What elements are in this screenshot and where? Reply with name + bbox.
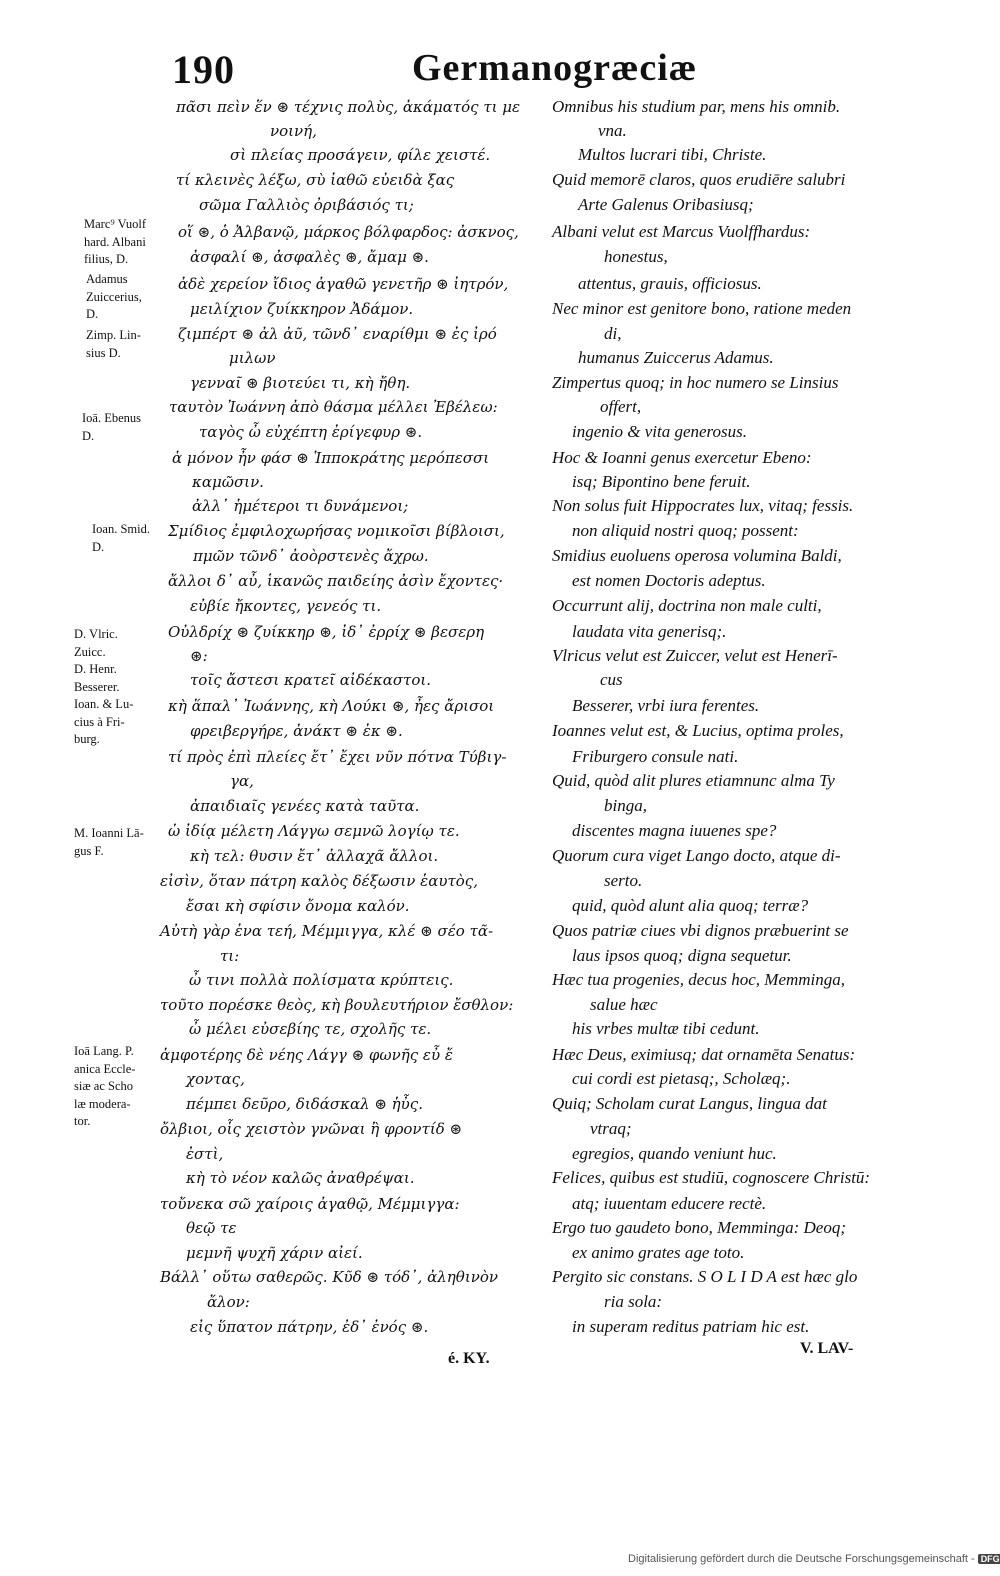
greek-verse-line: Οὐλδρίχ ⊛ ζυίκκηρ ⊛, ἰδ᾽ ἐρρίχ ⊛ βεσερη: [168, 623, 485, 641]
latin-verse-line: his vrbes multæ tibi cedunt.: [572, 1019, 760, 1038]
greek-verse-line: μιλων: [229, 349, 276, 367]
greek-verse-line: Σμίδιος ἐμφιλοχωρήσας νομικοῖσι βίβλοισι,: [168, 522, 505, 540]
latin-verse-line: Nec minor est genitore bono, ratione meden: [552, 299, 852, 318]
latin-verse-line: Quiq; Scholam curat Langus, lingua dat: [552, 1094, 827, 1113]
margin-note-line: Adamus: [86, 272, 128, 286]
margin-note-line: M. Ioanni Lā-: [74, 826, 144, 840]
digitization-credit: [628, 1553, 1000, 1565]
greek-verse-line: φρειβεργήρε, ἀνάκτ ⊛ ἐκ ⊛.: [190, 722, 403, 740]
greek-verse-line: χοντας,: [186, 1070, 245, 1088]
latin-verse-line: Quid, quòd alit plures etiamnunc alma Ty: [552, 771, 835, 790]
margin-note-line: Zimp. Lin-: [86, 328, 141, 342]
greek-verse-line: μειλίχιον ζυίκκηρον Ἀδάμον.: [190, 300, 414, 318]
greek-verse-line: τί πρὸς ἐπὶ πλείες ἔτ᾽ ἔχει νῦν πότνα Τύβιγ-: [168, 748, 507, 766]
greek-verse-line: τοῦτο πορέσκε θεὸς, κὴ βουλευτήριον ἔσθλον:: [160, 996, 514, 1014]
greek-verse-line: ἀσφαλί ⊛, ἀσφαλὲς ⊛, ἄμαμ ⊛.: [190, 248, 429, 266]
latin-verse-line: Besserer, vrbi iura ferentes.: [572, 696, 760, 715]
margin-note-line: burg.: [74, 732, 100, 746]
latin-verse-line: laudata vita generisq;.: [572, 622, 727, 641]
margin-note-line: Ioan. Smid.: [92, 522, 150, 536]
latin-verse-line: isq; Bipontino bene feruit.: [572, 472, 751, 491]
latin-verse-line: Vlricus velut est Zuiccer, velut est Henerī-: [552, 646, 838, 665]
latin-verse-line: Multos lucrari tibi, Christe.: [578, 145, 767, 164]
greek-verse-line: τι:: [220, 947, 240, 965]
latin-verse-line: cui cordi est pietasq;, Scholæq;.: [572, 1069, 791, 1088]
greek-verse-line: σῶμα Γαλλιὸς ὀριβάσιός τι;: [199, 196, 414, 214]
latin-verse-line: quid, quòd alunt alia quoq; terræ?: [572, 896, 809, 915]
latin-verse-line: Arte Galenus Oribasiusq;: [578, 195, 754, 214]
margin-note: [74, 626, 133, 749]
latin-verse-line: cus: [600, 670, 623, 689]
greek-verse-line: ταυτὸν Ἰωάννη ἀπὸ θάσμα μέλλει Ἐβέλεω:: [169, 398, 498, 416]
margin-note-line: filius, D.: [84, 252, 129, 266]
running-title: Germanogræciæ: [412, 47, 698, 89]
latin-verse-line: egregios, quando veniunt huc.: [572, 1144, 777, 1163]
latin-verse-line: Hoc & Ioanni genus exercetur Ebeno:: [552, 448, 812, 467]
latin-verse-line: atq; iuuentam educere rectè.: [572, 1194, 767, 1213]
greek-verse-line: μεμνῆ ψυχῆ χάριν αἰεί.: [186, 1244, 363, 1262]
margin-note-line: siæ ac Scho: [74, 1079, 134, 1093]
margin-note-line: Ioā. Ebenus: [82, 411, 142, 425]
margin-note-line: tor.: [74, 1114, 91, 1128]
latin-verse-line: ria sola:: [604, 1292, 663, 1311]
margin-note: [74, 1043, 135, 1131]
greek-verse-line: νοινή,: [270, 122, 317, 140]
latin-verse-line: serto.: [604, 871, 643, 890]
greek-verse-line: πμῶν τῶνδ᾽ ἀοὸρστενὲς ἄχρω.: [193, 547, 429, 565]
latin-verse-line: Quos patriæ ciues vbi dignos præbuerint se: [552, 921, 849, 940]
margin-note: [86, 327, 141, 362]
latin-verse-line: Smidius euoluens operosa volumina Baldi,: [552, 546, 842, 565]
greek-verse-line: καμῶσιν.: [192, 473, 264, 491]
greek-verse-line: ἀμφοτέρης δὲ νέης Λάγγ ⊛ φωνῆς εὖ ἔ: [160, 1046, 453, 1064]
margin-note: [82, 410, 141, 445]
greek-verse-line: τοῖς ἄστεσι κρατεῖ αἰδέκαστοι.: [190, 671, 432, 689]
greek-verse-line: Αὐτὴ γὰρ ἐνα τεή, Μέμμιγγα, κλέ ⊛ σέο τᾶ-: [160, 922, 494, 940]
greek-verse-line: ἄλον:: [207, 1293, 250, 1311]
greek-verse-line: γα,: [230, 772, 254, 790]
greek-verse-line: ὡ ἰδίᾳ μέλετη Λάγγω σεμνῶ λογίῳ τε.: [168, 822, 460, 840]
latin-verse-line: humanus Zuiccerus Adamus.: [578, 348, 774, 367]
greek-verse-line: ἔσαι κὴ σφίσιν ὄνομα καλόν.: [186, 897, 410, 915]
latin-verse-line: laus ipsos quoq; digna sequetur.: [572, 946, 792, 965]
greek-verse-line: κὴ ἅπαλ᾽ Ἰωάννης, κὴ Λούκι ⊛, ἦες ἄρισοι: [168, 697, 495, 715]
margin-note-line: Zuicc.: [74, 644, 106, 659]
margin-note-line: anica Eccle-: [74, 1061, 136, 1076]
greek-verse-line: κὴ τὸ νέον καλῶς ἀναθρέψαι.: [186, 1169, 415, 1187]
latin-verse-line: vtraq;: [590, 1119, 632, 1138]
latin-verse-line: non aliquid nostri quoq; possent:: [572, 521, 799, 540]
greek-verse-line: πέμπει δεῦρο, διδάσκαλ ⊛ ἡὖς.: [186, 1095, 423, 1113]
margin-note-line: Zuiccerius,: [86, 289, 142, 304]
margin-note-line: sius D.: [86, 345, 121, 360]
latin-verse-line: vna.: [598, 121, 627, 140]
latin-verse-line: Ergo tuo gaudeto bono, Memminga: Deoq;: [552, 1218, 846, 1237]
latin-verse-line: attentus, grauis, officiosus.: [578, 274, 762, 293]
greek-verse-line: τί κλεινὲς λέξω, σὺ ἰαθῶ εὐειδὰ ξας: [176, 171, 455, 189]
credit-text: Digitalisierung gefördert durch die Deutsche Forschungsgemeinschaft -: [628, 1553, 975, 1565]
latin-verse-line: Quid memorē claros, quos erudiēre salubri: [552, 170, 846, 189]
greek-verse-line: ὄλβιοι, οἷς χειστὸν γνῶναι ἢ φροντίδ ⊛: [160, 1120, 463, 1138]
greek-verse-line: ἀπαιδιαῖς γενέες κατὰ ταῦτα.: [190, 797, 420, 815]
greek-verse-line: ὦ μέλει εὐσεβίης τε, σχολῆς τε.: [189, 1020, 432, 1038]
signature-mark: é. KY.: [448, 1350, 490, 1367]
margin-note-line: D. Vlric.: [74, 627, 118, 641]
margin-note-line: D. Henr.: [74, 662, 117, 676]
greek-verse-line: ἐστὶ,: [186, 1145, 224, 1163]
latin-verse-line: Occurrunt alij, doctrina non male culti,: [552, 596, 822, 615]
latin-verse-line: Omnibus his studium par, mens his omnib.: [552, 97, 841, 116]
latin-verse-line: binga,: [604, 796, 647, 815]
latin-verse-line: Albani velut est Marcus Vuolffhardus:: [552, 222, 811, 241]
greek-verse-line: θεῷ τε: [186, 1219, 237, 1237]
margin-note-line: gus F.: [74, 843, 104, 858]
latin-verse-line: Hæc Deus, eximiusq; dat ornamēta Senatus:: [552, 1045, 856, 1064]
greek-verse-line: ζιμπέρτ ⊛ ἀλ ἀῦ, τῶνδ᾽ εναρίθμι ⊛ ἐς ἰρό: [178, 325, 497, 343]
margin-note: [74, 825, 144, 860]
margin-note-line: cius à Fri-: [74, 714, 125, 729]
latin-verse-line: ingenio & vita generosus.: [572, 422, 748, 441]
latin-verse-line: Non solus fuit Hippocrates lux, vitaq; fessis.: [552, 496, 854, 515]
latin-verse-line: est nomen Doctoris adeptus.: [572, 571, 766, 590]
greek-verse-line: εἰς ὕπατον πάτρην, ἐδ᾽ ἐνός ⊛.: [190, 1318, 429, 1336]
margin-note-line: D.: [92, 539, 105, 554]
greek-verse-line: ἄλλοι δ᾽ αὖ, ἱκανῶς παιδείης ἀσὶν ἔχοντες·: [168, 572, 504, 590]
greek-verse-line: τοὔνεκα σῶ χαίροις ἀγαθῷ, Μέμμιγγα:: [160, 1195, 460, 1213]
greek-verse-line: ταγὸς ὦ εὐχέπτη ἐρίγεφυρ ⊛.: [199, 423, 423, 441]
greek-verse-line: οἵ ⊛, ὁ Ἀλβανῷ, μάρκος βόλφαρδος: ἀσκνος,: [178, 223, 519, 241]
catchword: V. LAV-: [800, 1340, 854, 1357]
latin-verse-line: Friburgero consule nati.: [572, 747, 739, 766]
greek-verse-line: ἀδὲ χερείον ἴδιος ἀγαθῶ γενετῆρ ⊛ ἰητρόν,: [178, 275, 509, 293]
latin-verse-line: Zimpertus quoq; in hoc numero se Linsius: [552, 373, 839, 392]
greek-verse-line: Βάλλ᾽ οὕτω σαθερῶς. Κῦδ ⊛ τόδ᾽, ἀληθινὸν: [160, 1268, 498, 1286]
latin-verse-line: ex animo grates age toto.: [572, 1243, 745, 1262]
greek-verse-line: πᾶσι πεὶν ἕν ⊛ τέχνις πολὺς, ἀκάματός τι με: [176, 98, 521, 116]
greek-verse-line: εἰσὶν, ὅταν πάτρη καλὸς δέξωσιν ἑαυτὸς,: [160, 872, 478, 890]
latin-verse-line: offert,: [600, 397, 642, 416]
greek-verse-line: ἀλλ᾽ ἡμέτεροι τι δυνάμενοι;: [192, 497, 409, 515]
margin-note: [86, 271, 142, 324]
margin-note-line: Besserer.: [74, 679, 120, 694]
latin-verse-line: Hæc tua progenies, decus hoc, Memminga,: [552, 970, 846, 989]
latin-verse-line: honestus,: [604, 247, 668, 266]
dfg-logo-icon: DFG: [978, 1554, 1000, 1564]
greek-verse-line: εὐβίε ἤκοντες, γενεός τι.: [190, 597, 382, 615]
latin-verse-line: di,: [604, 324, 622, 343]
margin-note-line: D.: [82, 428, 95, 443]
greek-verse-line: γενναῖ ⊛ βιοτεύει τι, κὴ ἤθη.: [190, 374, 411, 392]
latin-verse-line: Ioannes velut est, & Lucius, optima proles,: [552, 721, 844, 740]
margin-note: [84, 216, 146, 269]
latin-verse-line: Quorum cura viget Lango docto, atque di-: [552, 846, 841, 865]
greek-verse-line: ⊛:: [190, 647, 208, 665]
greek-verse-line: σὶ πλείας προσάγειν, φίλε χειστέ.: [230, 146, 491, 164]
latin-verse-line: salue hæc: [590, 995, 658, 1014]
greek-verse-line: ὦ τινι πολλὰ πολίσματα κρύπτεις.: [189, 971, 454, 989]
page-number: 190: [172, 47, 235, 92]
greek-verse-line: κὴ τελ: θυσιν ἔτ᾽ ἀλλαχᾶ ἄλλοι.: [190, 847, 439, 865]
latin-verse-line: in superam reditus patriam hic est.: [572, 1317, 810, 1336]
margin-note-line: D.: [86, 307, 99, 321]
latin-verse-line: discentes magna iuuenes spe?: [572, 821, 777, 840]
margin-note: [92, 521, 150, 556]
margin-note-line: hard. Albani: [84, 234, 146, 249]
greek-verse-line: ἁ μόνον ἦν φάσ ⊛ Ἱπποκράτης μερόπεσσι: [172, 449, 490, 467]
latin-verse-line: Pergito sic constans. S O L I D A est hæc glo: [552, 1267, 858, 1286]
margin-note-line: Ioan. & Lu-: [74, 697, 134, 711]
margin-note-line: Ioā Lang. P.: [74, 1044, 134, 1058]
margin-note-line: Marc⁹ Vuolf: [84, 217, 147, 231]
margin-note-line: læ modera-: [74, 1096, 131, 1111]
latin-verse-line: Felices, quibus est studiū, cognoscere Christū:: [552, 1168, 871, 1187]
